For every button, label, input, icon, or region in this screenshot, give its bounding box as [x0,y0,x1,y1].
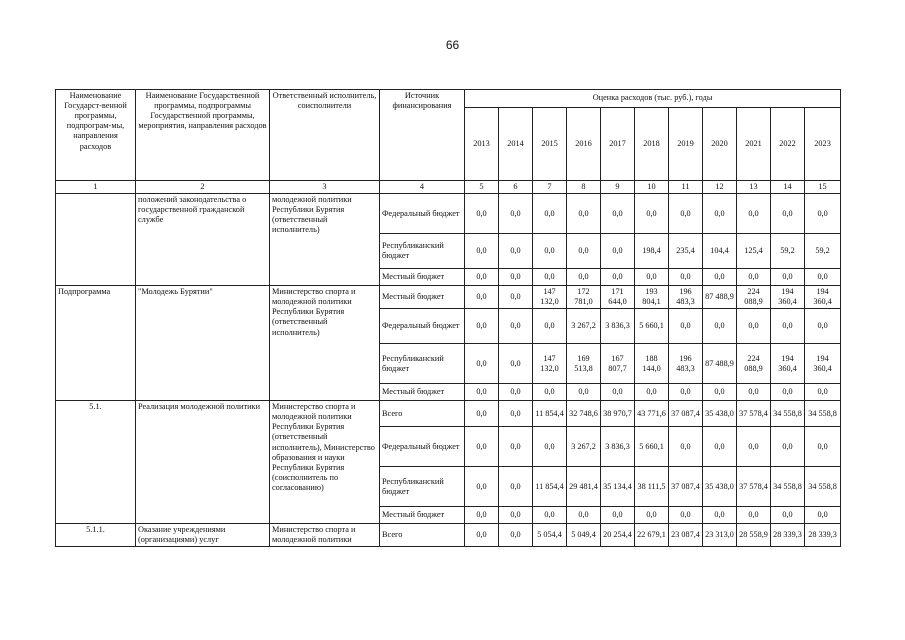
amount-cell: 0,0 [465,286,499,309]
year-header: 2023 [805,108,841,181]
amount-cell: 0,0 [465,384,499,401]
amount-cell: 0,0 [771,194,805,234]
header-measure-name: Наименование Государственной программы, подпрограммы Государственной программы, мероприятия, направления расходов [136,90,270,181]
amount-cell: 147 132,0 [533,286,567,309]
amount-cell: 0,0 [805,384,841,401]
measure-name-cell: положений законодательства о государственной гражданской службе [136,194,270,286]
amount-cell: 0,0 [635,194,669,234]
column-number: 14 [771,181,805,194]
amount-cell: 0,0 [499,286,533,309]
amount-cell: 28 558,9 [737,524,771,547]
amount-cell: 0,0 [465,194,499,234]
amount-cell: 0,0 [805,269,841,286]
amount-cell: 0,0 [499,467,533,507]
amount-cell: 37 087,4 [669,401,703,427]
amount-cell: 32 748,6 [567,401,601,427]
amount-cell: 0,0 [737,507,771,524]
column-number: 13 [737,181,771,194]
amount-cell: 0,0 [737,427,771,467]
amount-cell: 0,0 [737,269,771,286]
column-number: 8 [567,181,601,194]
amount-cell: 0,0 [533,234,567,269]
amount-cell: 5 660,1 [635,427,669,467]
table-body [56,194,841,547]
program-code-cell: 5.1.1. [56,524,136,547]
amount-cell: 5 054,4 [533,524,567,547]
header-executor: Ответственный исполнитель, соисполнители [270,90,380,181]
funding-source-cell: Местный бюджет [380,286,465,309]
amount-cell: 29 481,4 [567,467,601,507]
funding-source-cell: Местный бюджет [380,269,465,286]
column-number: 4 [380,181,465,194]
funding-source-cell: Республиканский бюджет [380,234,465,269]
amount-cell: 0,0 [703,507,737,524]
amount-cell: 0,0 [771,507,805,524]
amount-cell: 172 781,0 [567,286,601,309]
year-header: 2016 [567,108,601,181]
header-program-name: Наименование Государст-венной программы, подпрограм-мы, направления расходов [56,90,136,181]
amount-cell: 0,0 [805,194,841,234]
amount-cell: 11 854,4 [533,467,567,507]
amount-cell: 0,0 [737,384,771,401]
amount-cell: 0,0 [533,269,567,286]
amount-cell: 23 313,0 [703,524,737,547]
amount-cell: 0,0 [499,524,533,547]
table-row [56,194,841,234]
funding-source-cell: Всего [380,524,465,547]
amount-cell: 169 513,8 [567,344,601,384]
amount-cell: 35 134,4 [601,467,635,507]
amount-cell: 0,0 [805,427,841,467]
amount-cell: 3 836,3 [601,309,635,344]
amount-cell: 0,0 [601,384,635,401]
amount-cell: 0,0 [567,507,601,524]
amount-cell: 35 438,0 [703,401,737,427]
amount-cell: 0,0 [499,344,533,384]
year-header: 2013 [465,108,499,181]
amount-cell: 0,0 [465,524,499,547]
executor-cell: молодежной политики Республики Бурятия (ответственный исполнитель) [270,194,380,286]
amount-cell: 0,0 [499,269,533,286]
amount-cell: 104,4 [703,234,737,269]
amount-cell: 28 339,3 [805,524,841,547]
amount-cell: 0,0 [805,309,841,344]
amount-cell: 0,0 [771,269,805,286]
amount-cell: 0,0 [465,234,499,269]
amount-cell: 0,0 [465,344,499,384]
amount-cell: 0,0 [465,507,499,524]
amount-cell: 0,0 [465,401,499,427]
amount-cell: 0,0 [533,427,567,467]
amount-cell: 0,0 [533,194,567,234]
table-row [56,524,841,547]
year-header: 2022 [771,108,805,181]
amount-cell: 35 438,0 [703,467,737,507]
amount-cell: 5 049,4 [567,524,601,547]
amount-cell: 196 483,3 [669,344,703,384]
amount-cell: 0,0 [669,269,703,286]
amount-cell: 194 360,4 [771,286,805,309]
amount-cell: 224 088,9 [737,344,771,384]
amount-cell: 0,0 [499,507,533,524]
amount-cell: 0,0 [567,384,601,401]
amount-cell: 0,0 [703,194,737,234]
amount-cell: 0,0 [499,309,533,344]
amount-cell: 0,0 [533,309,567,344]
budget-table [55,89,841,547]
table-row [56,286,841,309]
amount-cell: 34 558,8 [771,467,805,507]
amount-cell: 0,0 [601,269,635,286]
funding-source-cell: Федеральный бюджет [380,194,465,234]
funding-source-cell: Республиканский бюджет [380,344,465,384]
header-funding-source: Источник финансирования [380,90,465,181]
amount-cell: 194 360,4 [805,286,841,309]
amount-cell: 0,0 [499,384,533,401]
amount-cell: 0,0 [669,309,703,344]
column-number: 11 [669,181,703,194]
amount-cell: 0,0 [601,507,635,524]
amount-cell: 0,0 [771,309,805,344]
amount-cell: 0,0 [771,384,805,401]
amount-cell: 0,0 [737,309,771,344]
executor-cell: Министерство спорта и молодежной политики Республики Бурятия (ответственный исполнитель) [270,286,380,401]
funding-source-cell: Всего [380,401,465,427]
amount-cell: 0,0 [635,269,669,286]
amount-cell: 38 970,7 [601,401,635,427]
amount-cell: 0,0 [465,467,499,507]
amount-cell: 0,0 [567,194,601,234]
column-number: 7 [533,181,567,194]
amount-cell: 171 644,0 [601,286,635,309]
amount-cell: 3 267,2 [567,427,601,467]
amount-cell: 125,4 [737,234,771,269]
table-header [56,90,841,194]
amount-cell: 87 488,9 [703,286,737,309]
amount-cell: 188 144,0 [635,344,669,384]
amount-cell: 0,0 [669,384,703,401]
amount-cell: 0,0 [499,194,533,234]
amount-cell: 0,0 [771,427,805,467]
program-code-cell: 5.1. [56,401,136,524]
year-header: 2021 [737,108,771,181]
column-number: 9 [601,181,635,194]
amount-cell: 0,0 [465,269,499,286]
amount-cell: 34 558,8 [805,467,841,507]
column-number: 12 [703,181,737,194]
amount-cell: 38 111,5 [635,467,669,507]
amount-cell: 11 854,4 [533,401,567,427]
amount-cell: 22 679,1 [635,524,669,547]
funding-source-cell: Федеральный бюджет [380,309,465,344]
page-number: 66 [445,38,460,52]
header-estimate: Оценка расходов (тыс. руб.), годы [465,90,841,108]
amount-cell: 147 132,0 [533,344,567,384]
funding-source-cell: Федеральный бюджет [380,427,465,467]
amount-cell: 0,0 [703,309,737,344]
measure-name-cell: "Молодежь Бурятии" [136,286,270,401]
amount-cell: 0,0 [703,427,737,467]
column-number: 2 [136,181,270,194]
amount-cell: 0,0 [499,234,533,269]
column-number: 10 [635,181,669,194]
column-number: 6 [499,181,533,194]
program-code-cell: Подпрограмма [56,286,136,401]
amount-cell: 34 558,8 [771,401,805,427]
amount-cell: 167 807,7 [601,344,635,384]
column-number: 3 [270,181,380,194]
amount-cell: 34 558,8 [805,401,841,427]
executor-cell: Министерство спорта и молодежной политики [270,524,380,547]
funding-source-cell: Республиканский бюджет [380,467,465,507]
amount-cell: 43 771,6 [635,401,669,427]
column-number-row [56,181,841,194]
amount-cell: 59,2 [771,234,805,269]
amount-cell: 37 087,4 [669,467,703,507]
program-code-cell [56,194,136,286]
column-number: 5 [465,181,499,194]
amount-cell: 0,0 [703,384,737,401]
amount-cell: 37 578,4 [737,401,771,427]
amount-cell: 37 578,4 [737,467,771,507]
amount-cell: 0,0 [669,427,703,467]
amount-cell: 194 360,4 [771,344,805,384]
year-header: 2014 [499,108,533,181]
amount-cell: 0,0 [737,194,771,234]
amount-cell: 0,0 [499,427,533,467]
amount-cell: 0,0 [601,194,635,234]
column-number: 15 [805,181,841,194]
table-row [56,401,841,427]
year-header: 2017 [601,108,635,181]
amount-cell: 0,0 [805,507,841,524]
amount-cell: 235,4 [669,234,703,269]
measure-name-cell: Реализация молодежной политики [136,401,270,524]
year-header: 2020 [703,108,737,181]
measure-name-cell: Оказание учреждениями (организациями) услуг [136,524,270,547]
amount-cell: 0,0 [567,269,601,286]
amount-cell: 0,0 [465,309,499,344]
amount-cell: 5 660,1 [635,309,669,344]
amount-cell: 198,4 [635,234,669,269]
amount-cell: 0,0 [669,507,703,524]
amount-cell: 0,0 [635,507,669,524]
amount-cell: 3 836,3 [601,427,635,467]
amount-cell: 0,0 [567,234,601,269]
amount-cell: 196 483,3 [669,286,703,309]
funding-source-cell: Местный бюджет [380,507,465,524]
amount-cell: 0,0 [601,234,635,269]
amount-cell: 0,0 [499,401,533,427]
amount-cell: 59,2 [805,234,841,269]
amount-cell: 87 488,9 [703,344,737,384]
year-header: 2015 [533,108,567,181]
amount-cell: 23 087,4 [669,524,703,547]
amount-cell: 0,0 [533,507,567,524]
funding-source-cell: Местный бюджет [380,384,465,401]
year-header: 2019 [669,108,703,181]
amount-cell: 20 254,4 [601,524,635,547]
amount-cell: 0,0 [465,427,499,467]
amount-cell: 0,0 [703,269,737,286]
amount-cell: 0,0 [533,384,567,401]
year-header: 2018 [635,108,669,181]
column-number: 1 [56,181,136,194]
amount-cell: 0,0 [669,194,703,234]
amount-cell: 0,0 [635,384,669,401]
amount-cell: 224 088,9 [737,286,771,309]
amount-cell: 193 804,1 [635,286,669,309]
amount-cell: 194 360,4 [805,344,841,384]
amount-cell: 3 267,2 [567,309,601,344]
amount-cell: 28 339,3 [771,524,805,547]
executor-cell: Министерство спорта и молодежной политики Республики Бурятия (ответственный исполнитель), Министерство образования и науки Республики Бурятия (соисполнитель по согласованию) [270,401,380,524]
